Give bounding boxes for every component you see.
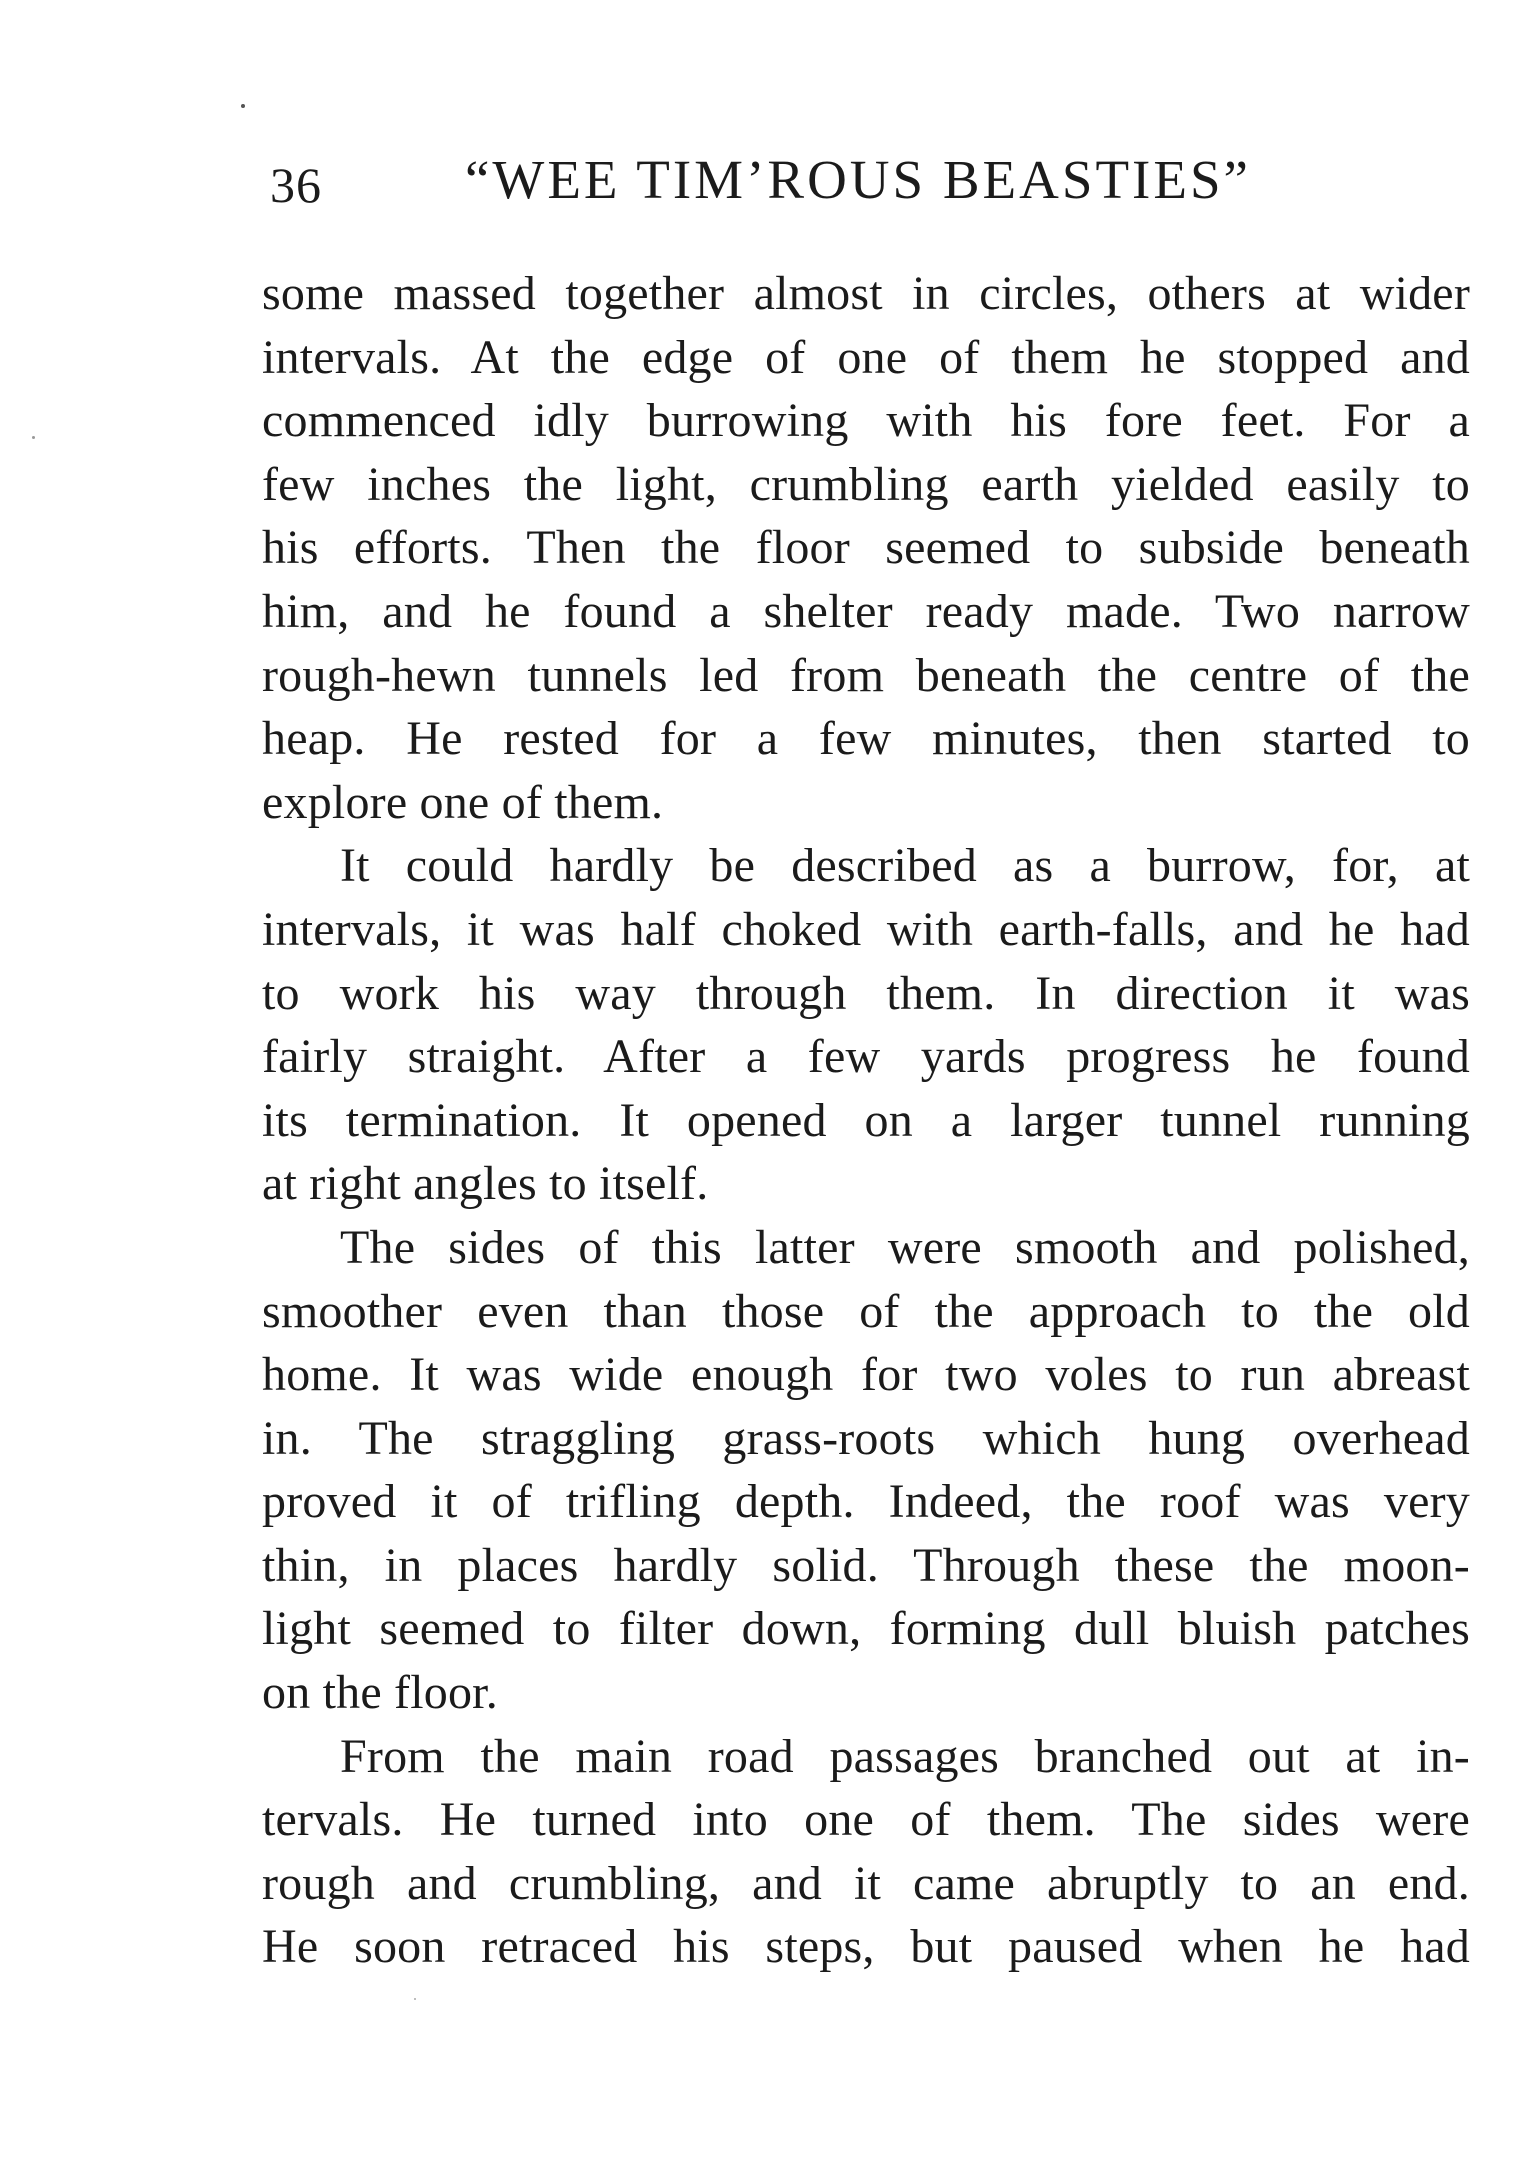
text-line: The sides of this latter were smooth and polished, (340, 1220, 1470, 1274)
print-speck (32, 436, 35, 439)
text-line: intervals, it was half choked with earth-falls, and he had (262, 902, 1470, 956)
text-line: rough and crumbling, and it came abruptly to an end. (262, 1856, 1470, 1910)
print-speck (414, 1998, 416, 2000)
text-line: commenced idly burrowing with his fore feet. For a (262, 394, 1470, 448)
text-line: at right angles to itself. (262, 1157, 709, 1211)
text-line: home. It was wide enough for two voles to run abreast (262, 1348, 1470, 1402)
text-line: tervals. He turned into one of them. The sides were (262, 1793, 1470, 1847)
running-head: “WEE TIM’ROUS BEASTIES” (465, 149, 1251, 210)
page-number: 36 (270, 157, 322, 213)
text-line: light seemed to filter down, forming dull bluish patches (262, 1602, 1470, 1656)
text-line: his efforts. Then the floor seemed to subside beneath (262, 521, 1470, 575)
text-line: From the main road passages branched out at in- (340, 1729, 1470, 1783)
text-line: intervals. At the edge of one of them he stopped and (262, 330, 1470, 384)
text-line: explore one of them. (262, 775, 664, 829)
text-line: rough-hewn tunnels led from beneath the centre of the (262, 648, 1470, 702)
text-line: to work his way through them. In direction it was (262, 966, 1470, 1020)
page-header (270, 148, 1290, 228)
print-speck (241, 104, 245, 108)
text-line: fairly straight. After a few yards progress he found (262, 1030, 1470, 1084)
text-line: some massed together almost in circles, others at wider (262, 267, 1470, 320)
text-line: few inches the light, crumbling earth yielded easily to (262, 457, 1470, 511)
text-line: proved it of trifling depth. Indeed, the roof was very (262, 1475, 1470, 1529)
text-line: him, and he found a shelter ready made. Two narrow (262, 584, 1470, 638)
text-line: He soon retraced his steps, but paused when he had (262, 1920, 1470, 1974)
text-line: thin, in places hardly solid. Through these the moon- (262, 1538, 1470, 1592)
text-line: It could hardly be described as a burrow, for, at (340, 839, 1470, 893)
text-line: its termination. It opened on a larger tunnel running (262, 1093, 1470, 1147)
body-text (262, 262, 1470, 1979)
text-line: in. The straggling grass-roots which hung overhead (262, 1411, 1470, 1465)
text-line: heap. He rested for a few minutes, then started to (262, 712, 1470, 766)
text-line: smoother even than those of the approach to the old (262, 1284, 1470, 1338)
text-line: on the floor. (262, 1666, 498, 1720)
